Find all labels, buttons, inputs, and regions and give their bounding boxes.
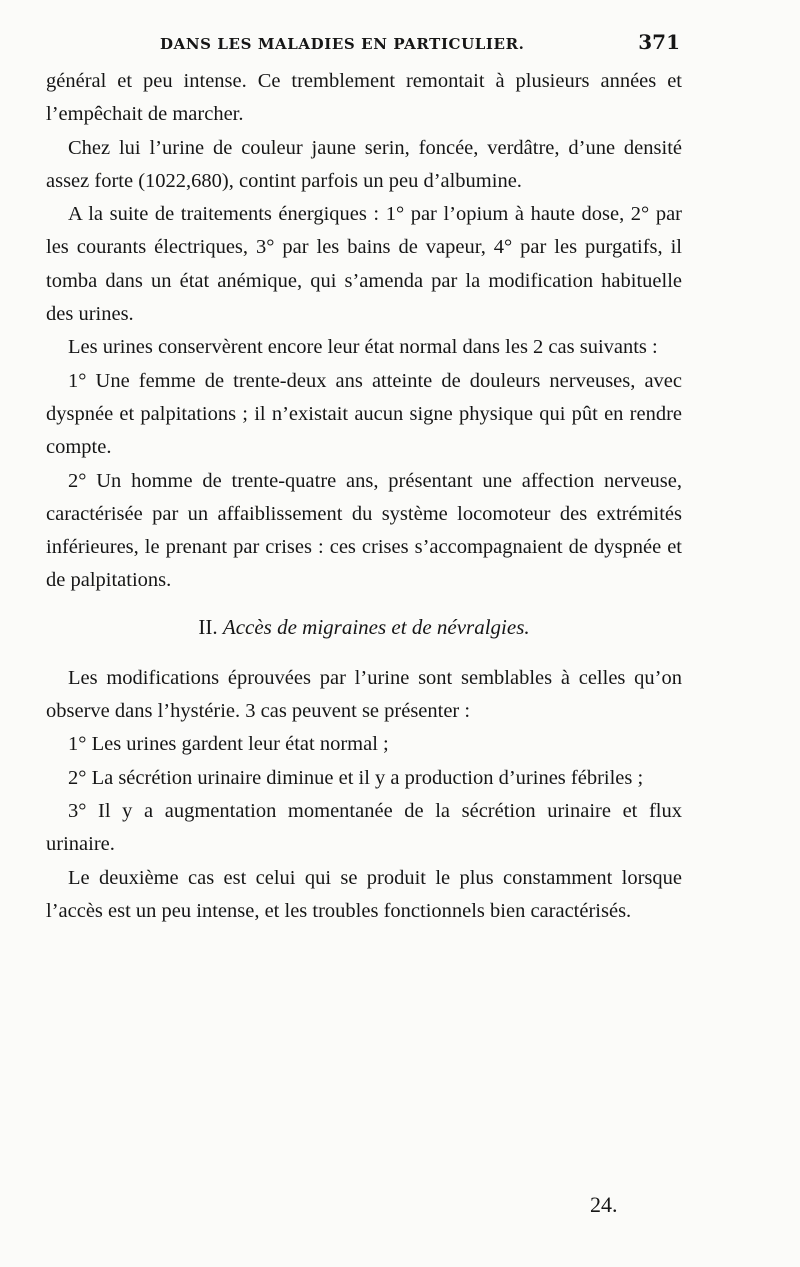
paragraph-1: général et peu intense. Ce tremblement remontait à plusieurs années et l’empêchait de marcher. <box>46 70 682 126</box>
section-heading <box>46 611 682 644</box>
body-text <box>46 65 682 928</box>
page-number: 371 <box>638 30 680 54</box>
paragraph-7: Les modifications éprouvées par l’urine sont semblables à celles qu’on observe dans l’hystérie. 3 cas peuvent se présenter : <box>46 666 682 723</box>
paragraph-8: 1° Les urines gardent leur état normal ; <box>68 733 389 756</box>
page-header <box>160 30 680 54</box>
section-number: II. <box>198 614 218 639</box>
signature-mark: 24. <box>590 1192 618 1217</box>
paragraph-9: 2° La sécrétion urinaire diminue et il y a production d’urines fébriles ; <box>68 766 644 789</box>
paragraph-2: Chez lui l’urine de couleur jaune serin, foncée, verdâtre, d’une densité assez forte (1022,680), contint parfois un peu d’albumine. <box>46 136 682 192</box>
paragraph-6: 2° Un homme de trente-quatre ans, présentant une affection nerveuse, caractérisée par un affaiblissement du système locomoteur des extrémités inférieures, le prenant par crises : ces crises s’accompagnaient de dyspnée et de palpitations. <box>46 469 682 592</box>
paragraph-10: 3° Il y a augmentation momentanée de la sécrétion urinaire et flux urinaire. <box>46 799 682 856</box>
paragraph-11: Le deuxième cas est celui qui se produit le plus constamment lorsque l’accès est un peu intense, et les troubles fonctionnels bien caractérisés. <box>46 866 682 922</box>
paragraph-4: Les urines conservèrent encore leur état normal dans les 2 cas suivants : <box>68 336 658 359</box>
running-title: DANS LES MALADIES EN PARTICULIER. <box>160 35 525 53</box>
paragraph-5: 1° Une femme de trente-deux ans atteinte de douleurs nerveuses, avec dyspnée et palpitations ; il n’existait aucun signe physique qui pût en rendre compte. <box>46 369 682 459</box>
paragraph-3: A la suite de traitements énergiques : 1° par l’opium à haute dose, 2° par les courants électriques, 3° par les bains de vapeur, 4° par les purgatifs, il tomba dans un état anémique, qui s’amenda par la modification habituelle des urines. <box>46 203 682 326</box>
section-title: Accès de migraines et de névralgies. <box>222 614 530 639</box>
